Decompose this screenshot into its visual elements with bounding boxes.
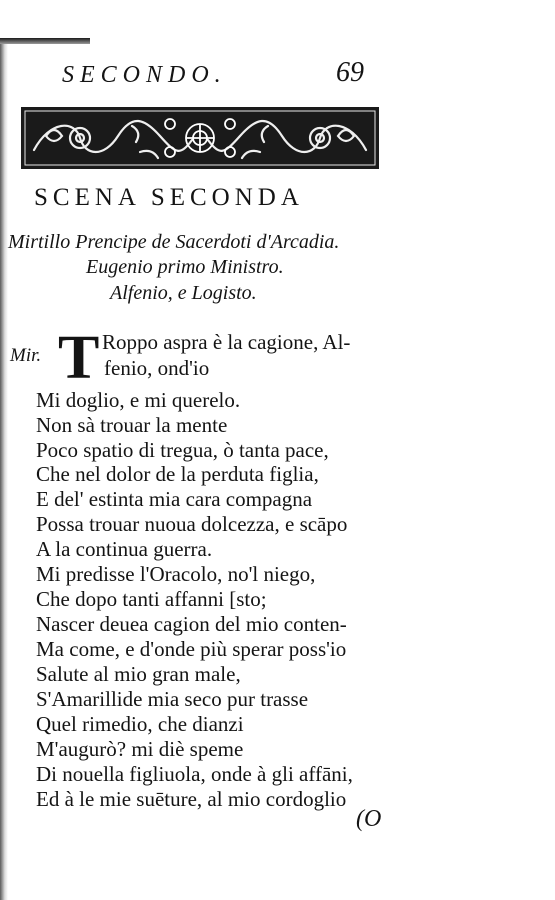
running-head: SECONDO. xyxy=(62,62,227,88)
verse-line: fenio, ond'io xyxy=(104,356,210,380)
verse-line: Salute al mio gran male, xyxy=(36,662,241,686)
page-number: 69 xyxy=(336,57,364,88)
verse-line: Che dopo tanti affanni [sto; xyxy=(36,587,267,611)
verse-line: Di nouella figliuola, onde à gli affāni, xyxy=(36,762,353,786)
woodcut-ornament-banner xyxy=(20,106,380,170)
page-edge-shadow xyxy=(0,40,8,900)
verse-line: Quel rimedio, che dianzi xyxy=(36,712,244,736)
scene-title: SCENA SECONDA xyxy=(34,184,304,211)
verse-line: Ed à le mie suēture, al mio cordoglio xyxy=(36,787,347,811)
cast-line-alfenio-logisto: Alfenio, e Logisto. xyxy=(110,282,257,304)
verse-line: Che nel dolor de la perduta figlia, xyxy=(36,462,319,486)
catchword: (O xyxy=(356,806,382,832)
drop-cap: T xyxy=(58,324,100,392)
speaker-label: Mir. xyxy=(10,345,42,366)
cast-line-mirtillo: Mirtillo Prencipe de Sacerdoti d'Arcadia. xyxy=(8,231,340,253)
verse-line: A la continua guerra. xyxy=(36,537,213,561)
verse-line: Ma come, e d'onde più sperar poss'io xyxy=(36,637,347,661)
verse-line: Mi predisse l'Oracolo, no'l niego, xyxy=(36,562,316,586)
verse-line: E del' estinta mia cara compagna xyxy=(36,487,313,511)
verse-line: Nascer deuea cagion del mio conten- xyxy=(36,612,347,636)
verse-line: Roppo aspra è la cagione, Al- xyxy=(102,330,351,354)
verse-line: S'Amarillide mia seco pur trasse xyxy=(36,687,309,711)
verse-line: Possa trouar nuoua dolcezza, e scāpo xyxy=(36,512,348,536)
verse-line: M'augurò? mi diè speme xyxy=(36,737,244,761)
verse-line: Non sà trouar la mente xyxy=(36,413,228,437)
verse-line: Poco spatio di tregua, ò tanta pace, xyxy=(36,438,329,462)
cast-line-eugenio: Eugenio primo Ministro. xyxy=(86,256,284,278)
page-top-shadow xyxy=(0,38,90,44)
verse-line: Mi doglio, e mi querelo. xyxy=(36,388,241,412)
